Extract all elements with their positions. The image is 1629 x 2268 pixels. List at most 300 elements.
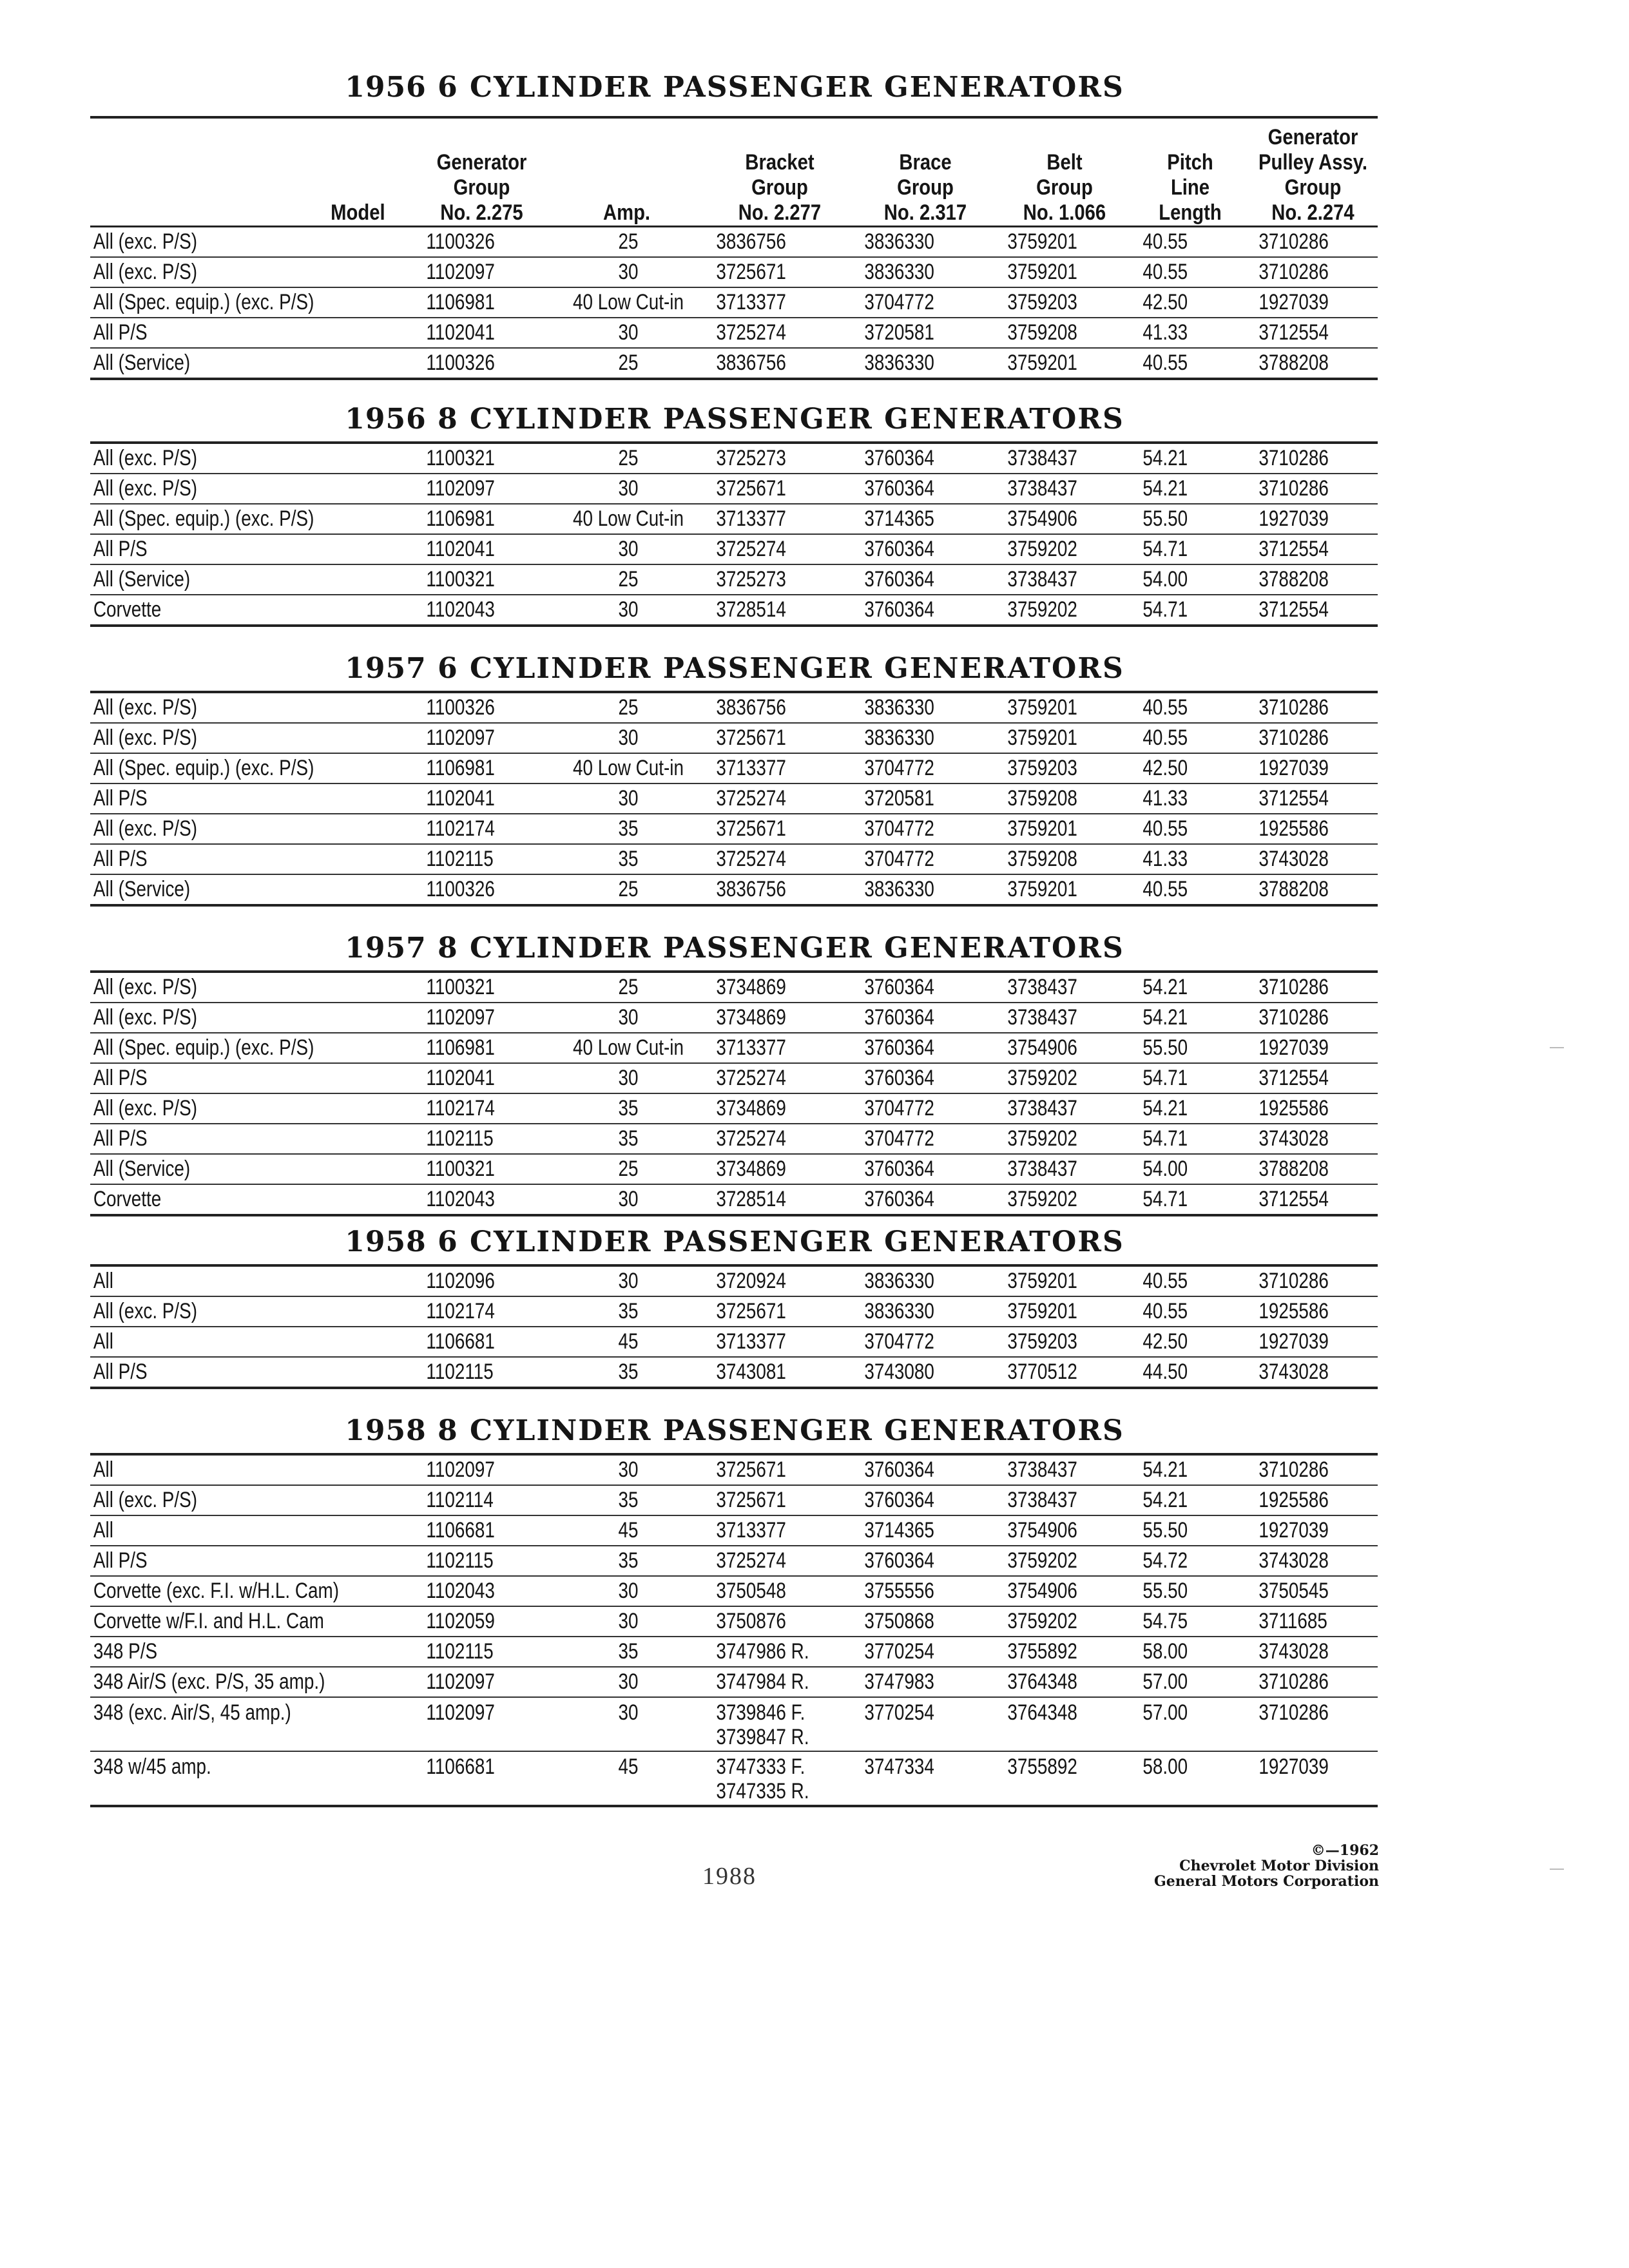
table-row <box>90 1296 1378 1327</box>
generator-group-cell: 1102115 <box>416 1124 524 1154</box>
pitch-length-cell: 40.55 <box>1132 1296 1228 1327</box>
pulley-group-cell: 1927039 <box>1248 1751 1354 1806</box>
section-cylinders: 8 <box>438 403 459 436</box>
pitch-length-cell: 41.33 <box>1132 318 1228 348</box>
belt-group-cell: 3759201 <box>997 692 1108 723</box>
brace-group-cell: 3760364 <box>854 1003 971 1033</box>
section-1957-8-cyl <box>90 932 1379 1216</box>
amp-cell: 35 <box>562 1296 691 1327</box>
header-generator-line: No. 2.275 <box>440 200 523 225</box>
generator-group-cell: 1102043 <box>416 595 524 626</box>
table-row <box>90 1515 1378 1546</box>
section-year: 1958 <box>345 1225 427 1258</box>
pulley-group-cell: 3710286 <box>1248 723 1354 753</box>
bracket-group-cell: 3720924 <box>706 1265 827 1296</box>
pulley-group-cell: 3710286 <box>1248 227 1354 258</box>
section-title <box>90 1225 1379 1264</box>
table-row <box>90 972 1378 1003</box>
model-cell: All (Spec. equip.) (exc. P/S) <box>90 504 357 534</box>
pulley-group-cell: 3750545 <box>1248 1576 1354 1606</box>
brace-group-cell: 3836330 <box>854 227 971 258</box>
generator-group-cell: 1102174 <box>416 1093 524 1124</box>
table-row <box>90 1154 1378 1184</box>
amp-cell: 35 <box>562 1093 691 1124</box>
bracket-group-cell: 3836756 <box>706 227 827 258</box>
generator-table <box>90 1264 1378 1389</box>
belt-group-cell: 3759202 <box>997 1546 1108 1576</box>
pulley-group-cell: 3712554 <box>1248 1063 1354 1093</box>
pulley-group-cell: 1927039 <box>1248 504 1354 534</box>
bracket-group-cell: 3725671 <box>706 1296 827 1327</box>
section-year: 1956 <box>345 71 427 104</box>
pitch-length-cell: 54.71 <box>1132 1063 1228 1093</box>
table-row <box>90 318 1378 348</box>
pulley-group-cell: 1925586 <box>1248 1485 1354 1515</box>
pulley-group-cell: 1925586 <box>1248 1296 1354 1327</box>
generator-table <box>90 116 1378 380</box>
pitch-length-cell: 40.55 <box>1132 814 1228 844</box>
table-row <box>90 1003 1378 1033</box>
pulley-group-cell: 3711685 <box>1248 1606 1354 1637</box>
belt-group-cell: 3759203 <box>997 1327 1108 1357</box>
bracket-group-cell: 3734869 <box>706 1154 827 1184</box>
pulley-group-cell: 3743028 <box>1248 1546 1354 1576</box>
table-row <box>90 1576 1378 1606</box>
generator-group-cell: 1106981 <box>416 753 524 783</box>
amp-cell: 30 <box>562 1667 691 1697</box>
generator-group-cell: 1100326 <box>416 227 524 258</box>
pulley-group-cell: 1927039 <box>1248 1033 1354 1063</box>
belt-group-cell: 3755892 <box>997 1637 1108 1667</box>
brace-group-cell: 3704772 <box>854 814 971 844</box>
amp-cell: 45 <box>562 1515 691 1546</box>
table-row <box>90 753 1378 783</box>
pulley-group-cell: 3788208 <box>1248 1154 1354 1184</box>
bracket-group-cell: 3713377 <box>706 753 827 783</box>
generator-group-cell: 1106681 <box>416 1327 524 1357</box>
section-title <box>90 652 1379 691</box>
section-year: 1957 <box>345 932 427 965</box>
header-bracket-line: No. 2.277 <box>738 200 822 225</box>
table-row <box>90 1485 1378 1515</box>
pitch-length-cell: 54.21 <box>1132 1454 1228 1485</box>
brace-group-cell: 3760364 <box>854 1485 971 1515</box>
section-year: 1957 <box>345 652 427 685</box>
generator-group-cell: 1102097 <box>416 474 524 504</box>
bracket-group-cell: 3725274 <box>706 1546 827 1576</box>
brace-group-cell: 3750868 <box>854 1606 971 1637</box>
pitch-length-cell: 42.50 <box>1132 287 1228 318</box>
belt-group-cell: 3755892 <box>997 1751 1108 1806</box>
section-title-text: CYLINDER PASSENGER GENERATORS <box>470 932 1124 965</box>
belt-group-cell: 3738437 <box>997 564 1108 595</box>
table-row <box>90 1063 1378 1093</box>
model-cell: 348 w/45 amp. <box>90 1751 357 1806</box>
header-belt <box>1007 117 1123 227</box>
section-1956-6-cyl <box>90 71 1379 380</box>
table-row <box>90 1454 1378 1485</box>
generator-group-cell: 1102115 <box>416 1637 524 1667</box>
section-1957-6-cyl <box>90 652 1379 907</box>
belt-group-cell: 3764348 <box>997 1667 1108 1697</box>
amp-cell: 40 Low Cut-in <box>562 1033 691 1063</box>
table-row <box>90 1265 1378 1296</box>
bracket-group-cell: 3836756 <box>706 692 827 723</box>
model-cell: Corvette <box>90 1184 357 1215</box>
pulley-group-cell: 3788208 <box>1248 348 1354 379</box>
brace-group-cell: 3714365 <box>854 1515 971 1546</box>
amp-cell: 25 <box>562 692 691 723</box>
belt-group-cell: 3759202 <box>997 1184 1108 1215</box>
section-title <box>90 71 1379 116</box>
generator-group-cell: 1106681 <box>416 1751 524 1806</box>
model-cell: All (exc. P/S) <box>90 1093 357 1124</box>
pitch-length-cell: 54.21 <box>1132 1093 1228 1124</box>
pulley-group-cell: 3712554 <box>1248 318 1354 348</box>
pitch-length-cell: 54.71 <box>1132 534 1228 564</box>
brace-group-cell: 3747334 <box>854 1751 971 1806</box>
header-row <box>90 117 1378 227</box>
amp-cell: 35 <box>562 814 691 844</box>
generator-group-cell: 1102041 <box>416 318 524 348</box>
brace-group-cell: 3720581 <box>854 783 971 814</box>
pulley-group-cell: 3710286 <box>1248 1697 1354 1751</box>
pitch-length-cell: 57.00 <box>1132 1667 1228 1697</box>
pulley-group-cell: 3743028 <box>1248 844 1354 874</box>
amp-cell: 35 <box>562 1485 691 1515</box>
header-belt-line: Belt <box>1046 150 1083 175</box>
header-belt-line: Group <box>1036 175 1093 200</box>
model-cell: All (exc. P/S) <box>90 723 357 753</box>
brace-group-cell: 3760364 <box>854 1546 971 1576</box>
generator-group-cell: 1102041 <box>416 534 524 564</box>
pitch-length-cell: 54.71 <box>1132 1124 1228 1154</box>
amp-cell: 25 <box>562 443 691 474</box>
belt-group-cell: 3759202 <box>997 534 1108 564</box>
header-pitch-line: Length <box>1159 200 1222 225</box>
table-row <box>90 443 1378 474</box>
brace-group-cell: 3755556 <box>854 1576 971 1606</box>
pulley-group-cell: 3710286 <box>1248 1454 1354 1485</box>
amp-cell: 25 <box>562 1154 691 1184</box>
pulley-group-cell: 1927039 <box>1248 1327 1354 1357</box>
bracket-group-cell: 3713377 <box>706 504 827 534</box>
belt-group-cell: 3759203 <box>997 753 1108 783</box>
bracket-group-cell-line: 3739846 F. <box>716 1700 805 1725</box>
amp-cell: 40 Low Cut-in <box>562 504 691 534</box>
pitch-length-cell: 55.50 <box>1132 1576 1228 1606</box>
model-cell: All (Service) <box>90 874 357 905</box>
bracket-group-cell: 3725671 <box>706 257 827 287</box>
generator-group-cell: 1100326 <box>416 348 524 379</box>
pitch-length-cell: 42.50 <box>1132 1327 1228 1357</box>
bracket-group-cell: 3747984 R. <box>706 1667 827 1697</box>
amp-cell: 25 <box>562 564 691 595</box>
amp-cell: 30 <box>562 534 691 564</box>
pulley-group-cell: 1927039 <box>1248 1515 1354 1546</box>
section-title <box>90 932 1379 970</box>
pitch-length-cell: 54.71 <box>1132 595 1228 626</box>
bracket-group-cell-line: 3747333 F. <box>716 1754 805 1779</box>
model-cell: All <box>90 1265 357 1296</box>
belt-group-cell: 3759208 <box>997 844 1108 874</box>
section-cylinders: 8 <box>438 932 459 965</box>
copyright-block <box>1108 1843 1379 1889</box>
amp-cell: 45 <box>562 1327 691 1357</box>
model-cell: All (exc. P/S) <box>90 1485 357 1515</box>
table-row <box>90 783 1378 814</box>
pitch-length-cell: 41.33 <box>1132 844 1228 874</box>
brace-group-cell: 3704772 <box>854 1327 971 1357</box>
amp-cell: 30 <box>562 783 691 814</box>
header-pulley-line: Generator <box>1268 125 1358 149</box>
belt-group-cell: 3759201 <box>997 348 1108 379</box>
table-row <box>90 723 1378 753</box>
table-row <box>90 348 1378 379</box>
section-1958-8-cyl <box>90 1414 1379 1807</box>
bracket-group-cell: 3836756 <box>706 348 827 379</box>
belt-group-cell: 3759202 <box>997 1124 1108 1154</box>
bracket-group-cell: 3725274 <box>706 1063 827 1093</box>
pitch-length-cell: 41.33 <box>1132 783 1228 814</box>
amp-cell: 30 <box>562 1063 691 1093</box>
pitch-length-cell: 55.50 <box>1132 1515 1228 1546</box>
generator-group-cell: 1100321 <box>416 972 524 1003</box>
generator-group-cell: 1102115 <box>416 1546 524 1576</box>
section-year: 1958 <box>345 1414 427 1447</box>
generator-group-cell: 1102115 <box>416 1357 524 1388</box>
amp-cell: 30 <box>562 318 691 348</box>
pulley-group-cell: 3710286 <box>1248 1003 1354 1033</box>
brace-group-cell: 3704772 <box>854 1093 971 1124</box>
generator-group-cell: 1100326 <box>416 692 524 723</box>
table-row <box>90 1606 1378 1637</box>
pulley-group-cell: 1925586 <box>1248 1093 1354 1124</box>
pulley-group-cell: 3710286 <box>1248 257 1354 287</box>
section-year: 1956 <box>345 403 427 436</box>
section-title-text: CYLINDER PASSENGER GENERATORS <box>470 652 1124 685</box>
model-cell: 348 Air/S (exc. P/S, 35 amp.) <box>90 1667 357 1697</box>
model-cell: All (Service) <box>90 348 357 379</box>
model-cell: All P/S <box>90 318 357 348</box>
pitch-length-cell: 54.00 <box>1132 1154 1228 1184</box>
header-bracket <box>716 117 843 227</box>
scan-mark <box>1550 1047 1564 1048</box>
model-cell: All (exc. P/S) <box>90 1003 357 1033</box>
pitch-length-cell: 54.21 <box>1132 1003 1228 1033</box>
pitch-length-cell: 42.50 <box>1132 753 1228 783</box>
division-name: Chevrolet Motor Division <box>1179 1858 1379 1874</box>
belt-group-cell: 3759201 <box>997 814 1108 844</box>
brace-group-cell: 3836330 <box>854 1265 971 1296</box>
bracket-group-cell: 3725274 <box>706 844 827 874</box>
table-row <box>90 1637 1378 1667</box>
belt-group-cell: 3759201 <box>997 1265 1108 1296</box>
belt-group-cell: 3759201 <box>997 874 1108 905</box>
bracket-group-cell: 3734869 <box>706 972 827 1003</box>
bracket-group-cell: 3725273 <box>706 564 827 595</box>
belt-group-cell: 3738437 <box>997 1454 1108 1485</box>
brace-group-cell: 3770254 <box>854 1637 971 1667</box>
pitch-length-cell: 54.72 <box>1132 1546 1228 1576</box>
model-cell: All (Service) <box>90 564 357 595</box>
belt-group-cell: 3770512 <box>997 1357 1108 1388</box>
brace-group-cell: 3760364 <box>854 564 971 595</box>
generator-group-cell: 1102096 <box>416 1265 524 1296</box>
generator-group-cell: 1106981 <box>416 287 524 318</box>
model-cell: All (Service) <box>90 1154 357 1184</box>
header-bracket-line: Group <box>751 175 808 200</box>
amp-cell: 30 <box>562 474 691 504</box>
generator-group-cell: 1102115 <box>416 844 524 874</box>
amp-cell: 30 <box>562 723 691 753</box>
pitch-length-cell: 40.55 <box>1132 1265 1228 1296</box>
model-cell: Corvette <box>90 595 357 626</box>
generator-group-cell: 1102097 <box>416 1697 524 1751</box>
table-row <box>90 1667 1378 1697</box>
corporation-name: General Motors Corporation <box>1153 1873 1379 1890</box>
pulley-group-cell: 3712554 <box>1248 1184 1354 1215</box>
bracket-group-cell: 3725274 <box>706 783 827 814</box>
table-header <box>90 117 1378 227</box>
pitch-length-cell: 40.55 <box>1132 874 1228 905</box>
generator-group-cell: 1102174 <box>416 1296 524 1327</box>
amp-cell: 30 <box>562 257 691 287</box>
amp-cell: 35 <box>562 1637 691 1667</box>
section-title-text: CYLINDER PASSENGER GENERATORS <box>470 71 1124 104</box>
brace-group-cell: 3720581 <box>854 318 971 348</box>
amp-cell: 40 Low Cut-in <box>562 753 691 783</box>
generator-group-cell: 1102097 <box>416 257 524 287</box>
pitch-length-cell: 40.55 <box>1132 723 1228 753</box>
model-cell: All P/S <box>90 1357 357 1388</box>
brace-group-cell: 3704772 <box>854 844 971 874</box>
brace-group-cell: 3770254 <box>854 1697 971 1751</box>
pitch-length-cell: 54.21 <box>1132 474 1228 504</box>
brace-group-cell: 3760364 <box>854 1033 971 1063</box>
model-cell: Corvette (exc. F.I. w/H.L. Cam) <box>90 1576 357 1606</box>
belt-group-cell: 3759202 <box>997 1606 1108 1637</box>
table-row <box>90 534 1378 564</box>
generator-group-cell: 1102043 <box>416 1576 524 1606</box>
generator-group-cell: 1102043 <box>416 1184 524 1215</box>
amp-cell: 30 <box>562 1003 691 1033</box>
bracket-group-cell: 3725671 <box>706 723 827 753</box>
model-cell: All (exc. P/S) <box>90 814 357 844</box>
amp-cell: 30 <box>562 1606 691 1637</box>
table-row <box>90 287 1378 318</box>
brace-group-cell: 3760364 <box>854 1063 971 1093</box>
amp-cell: 25 <box>562 348 691 379</box>
pulley-group-cell: 1925586 <box>1248 814 1354 844</box>
belt-group-cell: 3759201 <box>997 227 1108 258</box>
model-cell: All <box>90 1454 357 1485</box>
bracket-group-cell: 3713377 <box>706 1327 827 1357</box>
section-title <box>90 403 1379 441</box>
pitch-length-cell: 57.00 <box>1132 1697 1228 1751</box>
brace-group-cell: 3836330 <box>854 257 971 287</box>
section-cylinders: 8 <box>438 1414 459 1447</box>
generator-group-cell: 1102041 <box>416 783 524 814</box>
pulley-group-cell: 3710286 <box>1248 1265 1354 1296</box>
pulley-group-cell: 3710286 <box>1248 443 1354 474</box>
model-cell: All <box>90 1515 357 1546</box>
model-cell: All (Spec. equip.) (exc. P/S) <box>90 287 357 318</box>
header-pitch-line: Line <box>1170 175 1210 200</box>
table-row <box>90 1093 1378 1124</box>
section-title-text: CYLINDER PASSENGER GENERATORS <box>470 403 1124 436</box>
brace-group-cell: 3836330 <box>854 1296 971 1327</box>
bracket-group-cell: 3713377 <box>706 287 827 318</box>
table-row <box>90 1357 1378 1388</box>
bracket-group-cell: 3836756 <box>706 874 827 905</box>
pitch-length-cell: 54.21 <box>1132 443 1228 474</box>
generator-group-cell: 1100326 <box>416 874 524 905</box>
bracket-group-cell: 3713377 <box>706 1033 827 1063</box>
header-generator <box>425 117 538 227</box>
section-title <box>90 1414 1379 1453</box>
amp-cell: 30 <box>562 1697 691 1751</box>
bracket-group-cell: 3728514 <box>706 1184 827 1215</box>
model-cell: All P/S <box>90 783 357 814</box>
generator-group-cell: 1106981 <box>416 1033 524 1063</box>
amp-cell: 30 <box>562 1454 691 1485</box>
generator-group-cell: 1102097 <box>416 723 524 753</box>
table-row <box>90 474 1378 504</box>
table-row <box>90 1033 1378 1063</box>
section-1958-6-cyl <box>90 1225 1379 1389</box>
model-cell: Corvette w/F.I. and H.L. Cam <box>90 1606 357 1637</box>
generator-group-cell: 1100321 <box>416 564 524 595</box>
model-cell: All (exc. P/S) <box>90 1296 357 1327</box>
model-cell: All P/S <box>90 844 357 874</box>
header-pulley-line: No. 2.274 <box>1271 200 1354 225</box>
pulley-group-cell: 3712554 <box>1248 783 1354 814</box>
bracket-group-cell <box>706 1751 827 1806</box>
generator-group-cell: 1106981 <box>416 504 524 534</box>
table-row <box>90 1184 1378 1215</box>
pitch-length-cell: 40.55 <box>1132 257 1228 287</box>
brace-group-cell: 3760364 <box>854 443 971 474</box>
belt-group-cell: 3738437 <box>997 972 1108 1003</box>
amp-cell: 30 <box>562 595 691 626</box>
pitch-length-cell: 40.55 <box>1132 692 1228 723</box>
header-pitch-line: Pitch <box>1167 150 1213 175</box>
pitch-length-cell: 54.71 <box>1132 1184 1228 1215</box>
model-cell: All (exc. P/S) <box>90 257 357 287</box>
brace-group-cell: 3704772 <box>854 287 971 318</box>
section-title-text: CYLINDER PASSENGER GENERATORS <box>470 1414 1124 1447</box>
brace-group-cell: 3836330 <box>854 348 971 379</box>
belt-group-cell: 3738437 <box>997 1154 1108 1184</box>
brace-group-cell: 3747983 <box>854 1667 971 1697</box>
model-cell: All (Spec. equip.) (exc. P/S) <box>90 1033 357 1063</box>
model-cell: All (Spec. equip.) (exc. P/S) <box>90 753 357 783</box>
bracket-group-cell: 3725274 <box>706 1124 827 1154</box>
brace-group-cell: 3836330 <box>854 874 971 905</box>
bracket-group-cell: 3750548 <box>706 1576 827 1606</box>
table-row <box>90 227 1378 258</box>
pitch-length-cell: 55.50 <box>1132 1033 1228 1063</box>
belt-group-cell: 3759208 <box>997 318 1108 348</box>
belt-group-cell: 3759203 <box>997 287 1108 318</box>
bracket-group-cell: 3713377 <box>706 1515 827 1546</box>
belt-group-cell: 3738437 <box>997 1003 1108 1033</box>
pulley-group-cell: 3710286 <box>1248 474 1354 504</box>
table-row <box>90 1327 1378 1357</box>
header-brace-line: Group <box>897 175 954 200</box>
belt-group-cell: 3754906 <box>997 1033 1108 1063</box>
